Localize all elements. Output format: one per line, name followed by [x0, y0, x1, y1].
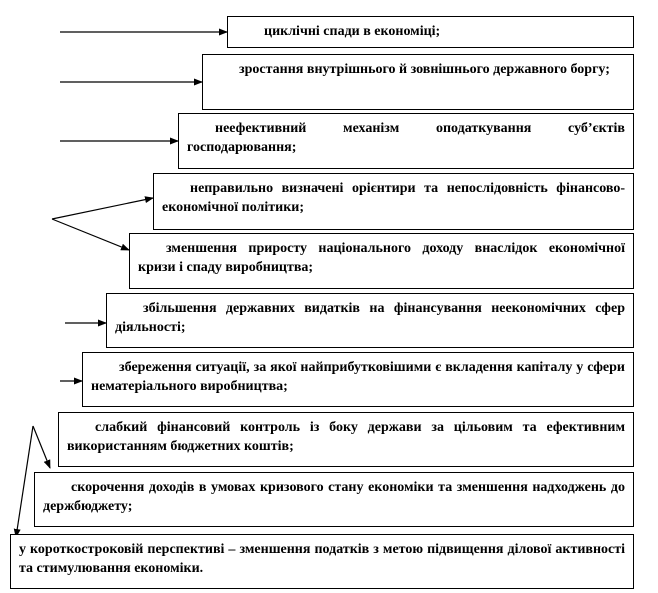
item-text-10: у короткостроковій перспективі – зменшення податків з метою підвищення ділової активності та стимулювання економіки. — [19, 542, 625, 576]
item-box-9 — [34, 472, 634, 527]
item-text-3: неефективний механізм оподаткування суб’єктів господарювання; — [187, 121, 625, 155]
item-text-9: скорочення доходів в умовах кризового стану економіки та зменшення надходжень до держбюджету; — [43, 480, 625, 514]
item-box-6 — [106, 293, 634, 348]
item-box-1 — [227, 16, 634, 48]
item-box-7 — [82, 352, 634, 407]
item-text-2: зростання внутрішнього й зовнішнього державного боргу; — [239, 62, 610, 77]
item-text-8: слабкий фінансовий контроль із боку держави за цільовим та ефективним використанням бюджетних коштів; — [67, 420, 625, 454]
arrow-5 — [52, 219, 129, 250]
item-text-1: циклічні спади в економіці; — [264, 24, 441, 39]
arrow-4 — [52, 198, 153, 219]
item-text-6: збільшення державних видатків на фінансування неекономічних сфер діяльності; — [115, 301, 625, 335]
arrow-8 — [33, 426, 50, 468]
item-box-2 — [202, 54, 634, 110]
item-box-3 — [178, 113, 634, 169]
item-box-5 — [129, 233, 634, 289]
item-text-7: збереження ситуації, за якої найприбутковішими є вкладення капіталу у сфери нематеріального виробництва; — [91, 360, 625, 394]
item-box-4 — [153, 173, 634, 230]
item-box-8 — [58, 412, 634, 467]
item-text-4: неправильно визначені орієнтири та непослідовність фінансово-економічної політики; — [162, 181, 625, 215]
item-text-5: зменшення приросту національного доходу внаслідок економічної кризи і спаду виробництва; — [138, 241, 625, 275]
arrow-9 — [16, 426, 33, 537]
item-box-10 — [10, 534, 634, 589]
